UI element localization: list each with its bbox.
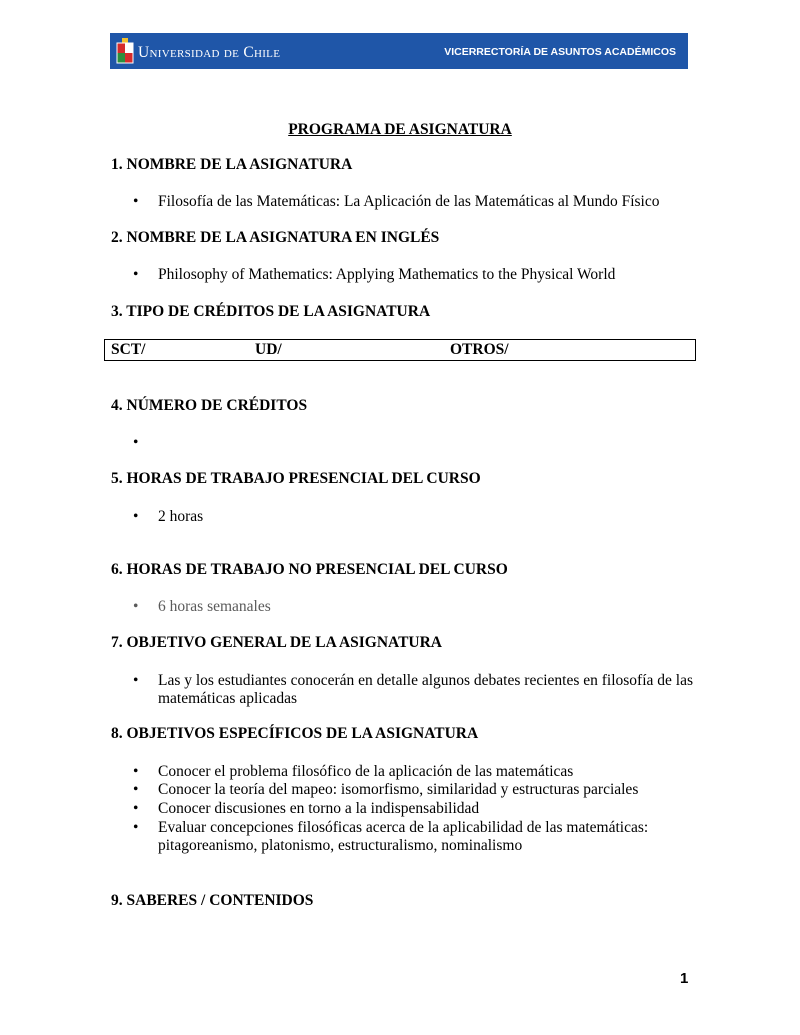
list-item: Conocer el problema filosófico de la aplicación de las matemáticas	[158, 763, 574, 780]
list-item: Philosophy of Mathematics: Applying Mathematics to the Physical World	[158, 266, 616, 283]
section-heading: 1. NOMBRE DE LA ASIGNATURA	[111, 156, 353, 173]
document-title: PROGRAMA DE ASIGNATURA	[288, 121, 512, 138]
bullet: •	[133, 781, 139, 798]
bullet: •	[133, 598, 139, 615]
section-heading: 4. NÚMERO DE CRÉDITOS	[111, 397, 308, 414]
credit-type-otros: OTROS/	[450, 341, 509, 358]
section-heading: 2. NOMBRE DE LA ASIGNATURA EN INGLÉS	[111, 229, 440, 246]
page-number: 1	[680, 970, 689, 987]
section-heading: 3. TIPO DE CRÉDITOS DE LA ASIGNATURA	[111, 303, 431, 320]
credit-type-ud: UD/	[255, 341, 282, 358]
section-heading: 8. OBJETIVOS ESPECÍFICOS DE LA ASIGNATURA	[111, 725, 479, 742]
bullet: •	[133, 266, 139, 283]
bullet: •	[133, 193, 139, 210]
list-item: Conocer la teoría del mapeo: isomorfismo, similaridad y estructuras parciales	[158, 781, 639, 798]
section-heading: 5. HORAS DE TRABAJO PRESENCIAL DEL CURSO	[111, 470, 481, 487]
list-item: Conocer discusiones en torno a la indispensabilidad	[158, 800, 480, 817]
credit-type-box	[104, 339, 696, 361]
bullet: •	[133, 434, 139, 451]
section-heading: 6. HORAS DE TRABAJO NO PRESENCIAL DEL CURSO	[111, 561, 508, 578]
bullet: •	[133, 763, 139, 780]
vicerrectoria-label: VICERRECTORÍA DE ASUNTOS ACADÉMICOS	[444, 46, 676, 58]
university-crest-logo	[116, 38, 134, 66]
list-item: 2 horas	[158, 508, 204, 525]
list-item: Filosofía de las Matemáticas: La Aplicación de las Matemáticas al Mundo Físico	[158, 193, 660, 210]
bullet: •	[133, 508, 139, 525]
credit-type-sct: SCT/	[111, 341, 146, 358]
list-item: Evaluar concepciones filosóficas acerca de la aplicabilidad de las matemáticas: pitagoreanismo, platonismo, estructuralismo, nominalismo	[158, 819, 649, 854]
bullet: •	[133, 819, 139, 836]
section-heading: 9. SABERES / CONTENIDOS	[111, 892, 314, 909]
bullet: •	[133, 672, 139, 689]
list-item: Las y los estudiantes conocerán en detalle algunos debates recientes en filosofía de las matemáticas aplicadas	[158, 672, 693, 707]
bullet: •	[133, 800, 139, 817]
section-heading: 7. OBJETIVO GENERAL DE LA ASIGNATURA	[111, 634, 443, 651]
list-item: 6 horas semanales	[158, 598, 271, 615]
university-name: Universidad de Chile	[138, 44, 281, 61]
